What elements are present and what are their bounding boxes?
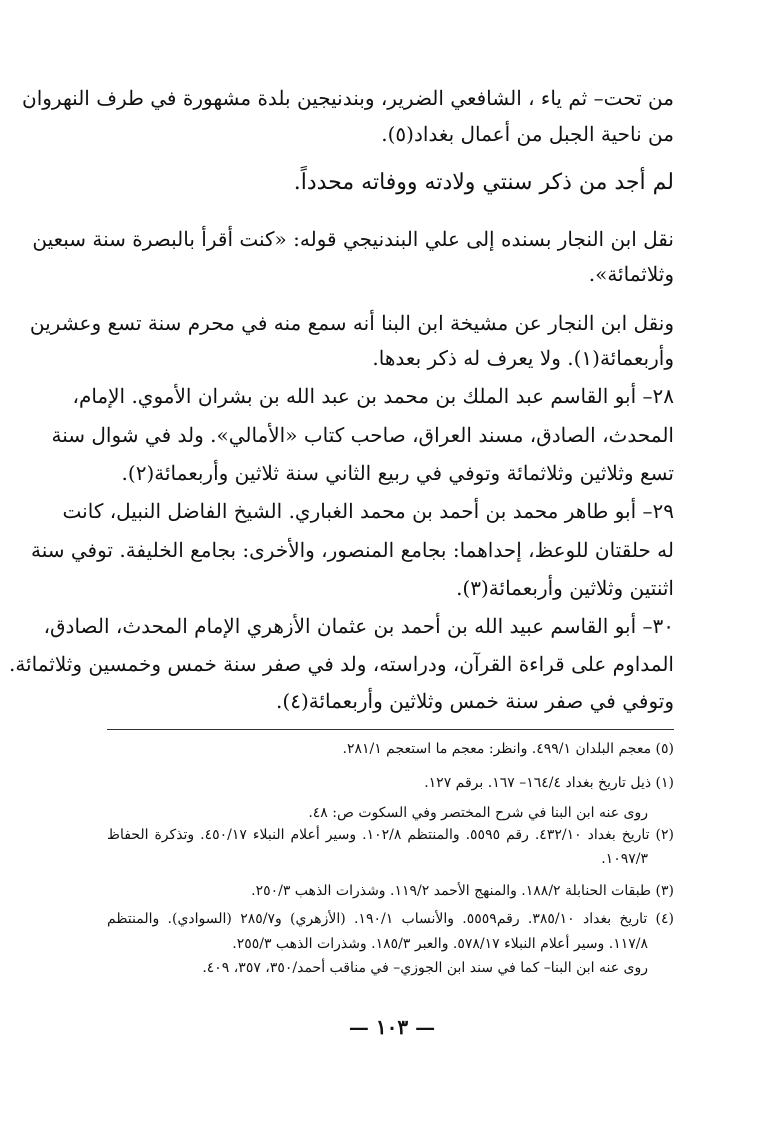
footnote-2: (٢) تاريخ بغداد ٤٣٢/١٠. رقم ٥٥٩٥. والمنتظم ١٠٢/٨. وسير أعلام النبلاء ٤٥٠/١٧. وتذكرة الحفاظ — [107, 827, 674, 843]
footnote-2-continuation: ١٠٩٧/٣. — [601, 851, 648, 867]
body-line-9: المحدث، الصادق، مسند العراق، صاحب كتاب «الأمالي». ولد في شوال سنة — [51, 423, 674, 447]
body-line-4: نقل ابن النجار بسنده إلى علي البندنيجي قوله: «كنت أقرأ بالبصرة سنة سبعين — [32, 227, 674, 251]
body-line-5: وثلاثمائة». — [588, 262, 674, 286]
footnote-4-continuation-2: روى عنه ابن البنا– كما في سند ابن الجوزي– في مناقب أحمد/٣٥٠، ٣٥٧، ٤٠٩. — [202, 960, 648, 976]
body-line-14: ٣٠– أبو القاسم عبيد الله بن أحمد بن عثمان الأزهري الإمام المحدث، الصادق، — [43, 614, 674, 638]
body-line-2: من ناحية الجبل من أعمال بغداد(٥). — [381, 122, 674, 146]
body-line-11: ٢٩– أبو طاهر محمد بن أحمد بن محمد الغباري. الشيخ الفاضل النبيل، كانت — [62, 499, 674, 523]
body-line-7: وأربعمائة(١). ولا يعرف له ذكر بعدها. — [372, 346, 674, 370]
footnote-1-continuation: روى عنه ابن البنا في شرح المختصر وفي السكوت ص: ٤٨. — [308, 805, 648, 821]
footnote-3: (٣) طبقات الحنابلة ١٨٨/٢. والمنهج الأحمد ١١٩/٢. وشذرات الذهب ٢٥٠/٣. — [251, 883, 674, 899]
body-line-8: ٢٨– أبو القاسم عبد الملك بن محمد بن عبد الله بن بشران الأموي. الإمام، — [72, 384, 674, 408]
body-line-16: وتوفي في صفر سنة خمس وثلاثين وأربعمائة(٤). — [276, 689, 674, 713]
footnote-4-continuation-1: ١١٧/٨. وسير أعلام النبلاء ٥٧٨/١٧. والعبر ١٨٥/٣. وشذرات الذهب ٢٥٥/٣. — [232, 936, 648, 952]
footnote-4: (٤) تاريخ بغداد ٣٨٥/١٠. رقم٥٥٥٩. والأنساب ١٩٠/١. (الأزهري) و٢٨٥/٧ (السوادي). والمنتظم — [107, 911, 674, 927]
body-line-12: له حلقتان للوعظ، إحداهما: بجامع المنصور، والأخرى: بجامع الخليفة. توفي سنة — [30, 538, 674, 562]
body-line-3: لم أجد من ذكر سنتي ولادته ووفاته محدداً. — [293, 170, 674, 195]
footnote-1: (١) ذيل تاريخ بغداد ١٦٤/٤– ١٦٧. برقم ١٢٧. — [424, 775, 674, 791]
body-line-1: من تحت– ثم ياء ، الشافعي الضرير، وبندنيجين بلدة مشهورة في طرف النهروان — [22, 86, 674, 110]
page-number: — ١٠٣ — — [348, 1015, 436, 1039]
body-line-15: المداوم على قراءة القرآن، ودراسته، ولد في صفر سنة خمس وخمسين وثلاثمائة. — [8, 652, 674, 676]
body-line-6: ونقل ابن النجار عن مشيخة ابن البنا أنه سمع منه في محرم سنة تسع وعشرين — [29, 311, 674, 335]
footnote-5: (٥) معجم البلدان ٤٩٩/١. وانظر: معجم ما استعجم ٢٨١/١. — [342, 741, 674, 757]
footnote-divider — [107, 729, 674, 730]
body-line-13: اثنتين وثلاثين وأربعمائة(٣). — [456, 576, 674, 600]
body-line-10: تسع وثلاثين وثلاثمائة وتوفي في ربيع الثاني سنة ثلاثين وأربعمائة(٢). — [121, 461, 674, 485]
